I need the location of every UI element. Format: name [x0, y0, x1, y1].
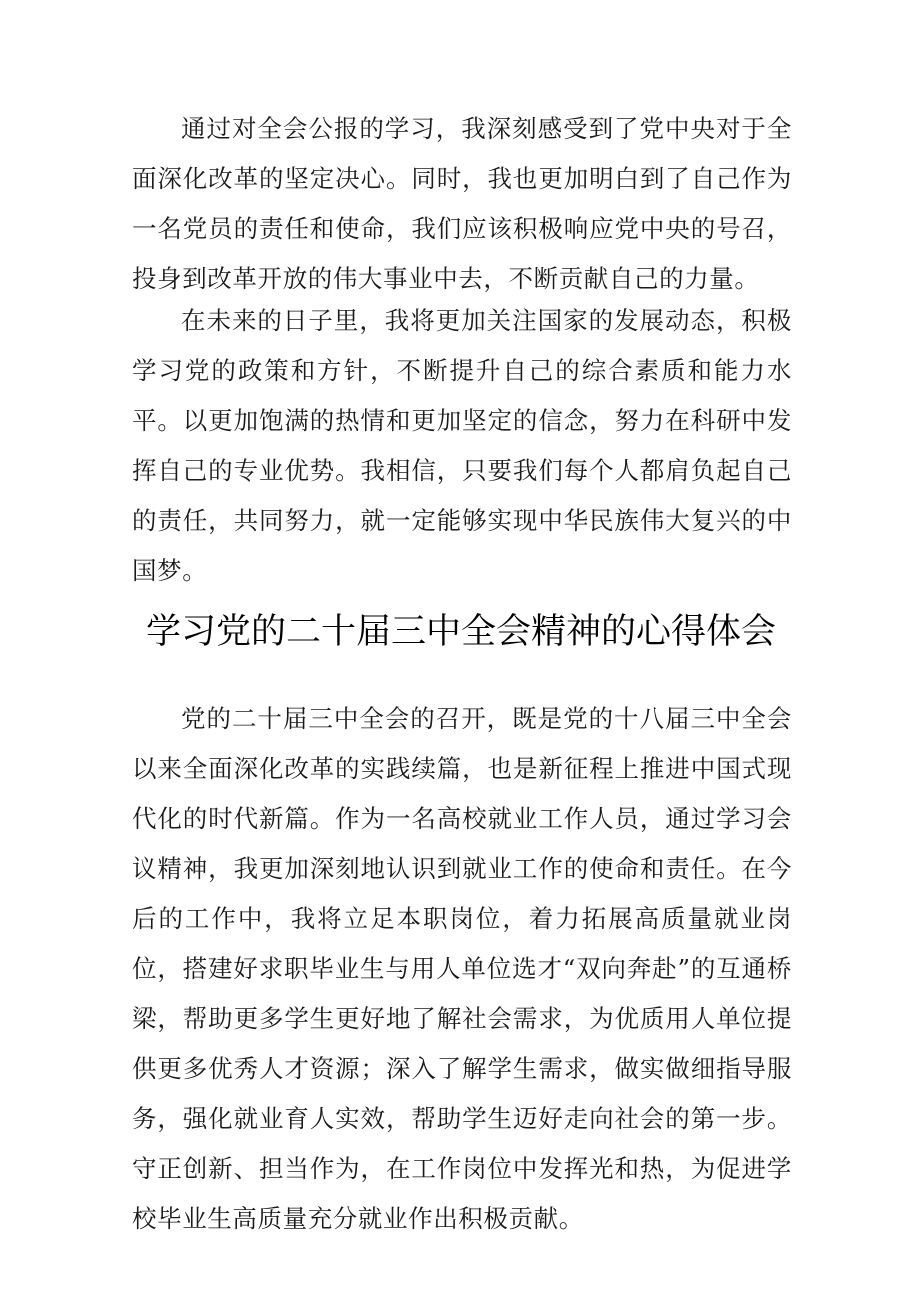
- body-paragraph-3: 党的二十届三中全会的召开，既是党的十八届三中全会以来全面深化改革的实践续篇，也是新征程上推进中国式现代化的时代新篇。作为一名高校就业工作人员，通过学习会议精神，我更加深刻地认识到就业工作的使命和责任。在今后的工作中，我将立足本职岗位，着力拓展高质量就业岗位，搭建好求职毕业生与用人单位选才“双向奔赴”的互通桥梁，帮助更多学生更好地了解社会需求，为优质用人单位提供更多优秀人才资源；深入了解学生需求，做实做细指导服务，强化就业育人实效，帮助学生迈好走向社会的第一步。守正创新、担当作为，在工作岗位中发挥光和热，为促进学校毕业生高质量充分就业作出积极贡献。: [132, 704, 792, 1233]
- section-heading: 学习党的二十届三中全会精神的心得体会: [146, 612, 777, 652]
- body-paragraph-2: 在未来的日子里，我将更加关注国家的发展动态，积极学习党的政策和方针，不断提升自己的综合素质和能力水平。以更加饱满的热情和更加坚定的信念，努力在科研中发挥自己的专业优势。我相信，只要我们每个人都肩负起自己的责任，共同努力，就一定能够实现中华民族伟大复兴的中国梦。: [132, 306, 792, 585]
- body-paragraph-1: 通过对全会公报的学习，我深刻感受到了党中央对于全面深化改革的坚定决心。同时，我也更加明白到了自己作为一名党员的责任和使命，我们应该积极响应党中央的号召，投身到改革开放的伟大事业中去，不断贡献自己的力量。: [132, 114, 792, 293]
